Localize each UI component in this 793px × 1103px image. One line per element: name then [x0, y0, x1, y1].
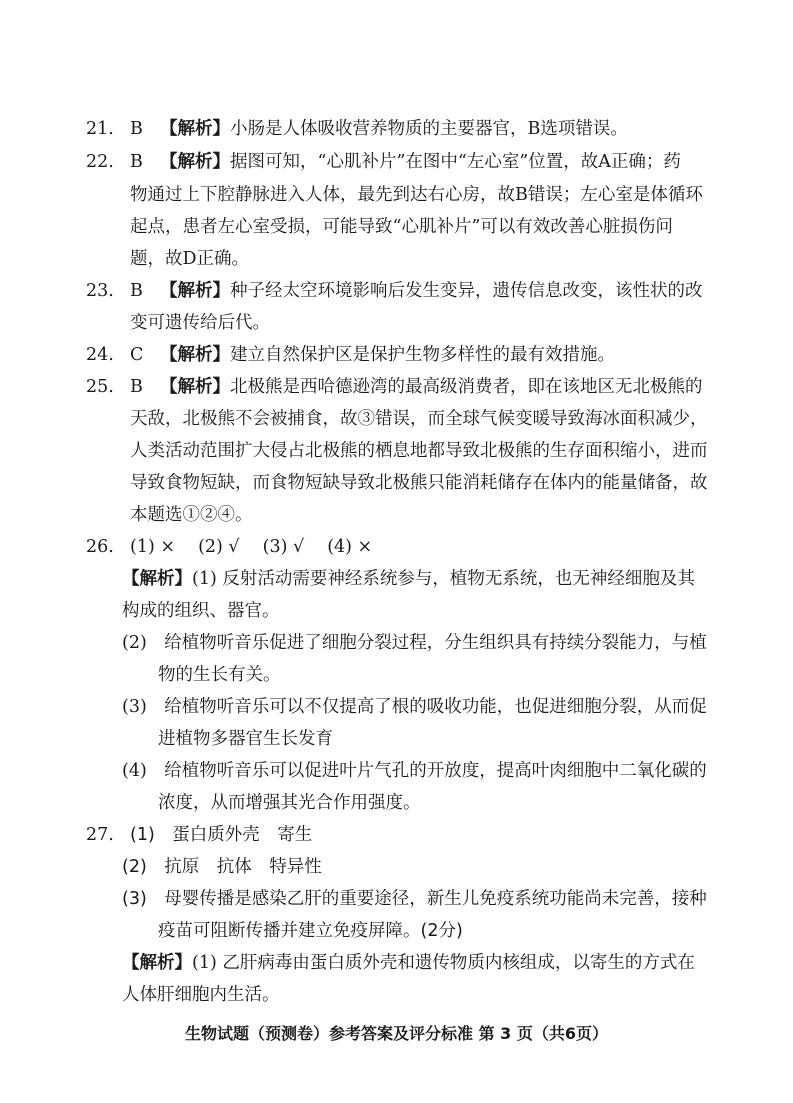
- q24-number: 24.: [86, 345, 114, 365]
- q26-p3-line-1: (3) 给植物听音乐可以不仅提高了根的吸收功能，也促进细胞分裂，从而促: [122, 697, 707, 717]
- q22-line-3: 起点，患者左心室受损，可能导致“心肌补片”可以有效改善心脏损伤问: [130, 217, 673, 237]
- q27-a2: (2) 抗原 抗体 特异性: [122, 857, 322, 877]
- q23-line-2: 变可遗传给后代。: [130, 313, 270, 333]
- q27-a3-line-2: 疫苗可阻断传播并建立免疫屏障。(2分): [158, 921, 463, 941]
- q25-number: 25.: [86, 377, 114, 397]
- q25-line-4: 导致食物短缺，而食物短缺导致北极熊只能消耗储存在体内的能量储备，故: [130, 473, 708, 493]
- q24-text: 建立自然保护区是保护生物多样性的最有效措施。: [230, 345, 615, 365]
- q24-line: [86, 343, 615, 367]
- q23-answer: B: [130, 281, 143, 301]
- q23-analysis-tag: 【解析】: [160, 281, 230, 301]
- q23-line-1: [86, 279, 703, 303]
- q27-a3-line-1: (3) 母婴传播是感染乙肝的重要途径，新生儿免疫系统功能尚未完善，接种: [122, 889, 707, 909]
- q22-text-1: 据图可知，“心肌补片”在图中“左心室”位置，故A正确；药: [230, 152, 681, 172]
- q22-answer: B: [130, 152, 143, 172]
- q22-analysis-tag: 【解析】: [160, 152, 230, 172]
- q27-number: 27.: [86, 825, 114, 845]
- q23-text-1: 种子经太空环境影响后发生变异，遗传信息改变，该性状的改: [230, 281, 703, 301]
- q24-answer: C: [130, 345, 144, 365]
- q26-p2-line-1: (2) 给植物听音乐促进了细胞分裂过程，分生组织具有持续分裂能力，与植: [122, 633, 707, 653]
- q21-number: 21.: [86, 119, 114, 139]
- q27-p1-line-2: 人体肝细胞内生活。: [122, 985, 280, 1005]
- q27-a1: (1) 蛋白质外壳 寄生: [130, 825, 313, 845]
- q27-analysis-line-1: [122, 951, 695, 975]
- q26-p1-text-1: (1) 反射活动需要神经系统参与，植物无系统，也无神经细胞及其: [192, 569, 695, 589]
- q25-analysis-tag: 【解析】: [160, 377, 230, 397]
- q26-analysis-line-1: [122, 567, 695, 591]
- q27-analysis-tag: 【解析】: [122, 953, 192, 973]
- q22-line-4: 题，故D正确。: [130, 249, 250, 269]
- q25-line-1: [86, 375, 703, 399]
- q22-line-2: 物通过上下腔静脉进入人体，最先到达右心房，故B错误；左心室是体循环: [130, 185, 703, 205]
- q21-analysis-tag: 【解析】: [160, 119, 230, 139]
- q26-answer-line: [86, 535, 372, 559]
- q22-number: 22.: [86, 152, 114, 172]
- q26-p4-line-1: (4) 给植物听音乐可以促进叶片气孔的开放度，提高叶肉细胞中二氧化碳的: [122, 761, 707, 781]
- q24-analysis-tag: 【解析】: [160, 345, 230, 365]
- q26-p4-line-2: 浓度，从而增强其光合作用强度。: [158, 793, 421, 813]
- q26-p3-line-2: 进植物多器官生长发育: [158, 729, 333, 749]
- page-footer: 生物试题（预测卷）参考答案及评分标准 第 3 页（共6页）: [185, 1024, 608, 1043]
- q25-line-3: 人类活动范围扩大侵占北极熊的栖息地都导致北极熊的生存面积缩小，进而: [130, 441, 708, 461]
- q26-answers: (1) × (2) √ (3) √ (4) ×: [130, 537, 373, 557]
- q22-line-1: [86, 150, 681, 174]
- q26-p2-line-2: 物的生长有关。: [158, 665, 281, 685]
- q25-line-5: 本题选①②④。: [130, 505, 253, 525]
- q27-line-1: [86, 823, 312, 847]
- q25-answer: B: [130, 377, 143, 397]
- q25-text-1: 北极熊是西哈德逊湾的最高级消费者，即在该地区无北极熊的: [230, 377, 703, 397]
- q27-p1-text-1: (1) 乙肝病毒由蛋白质外壳和遗传物质内核组成，以寄生的方式在: [192, 953, 695, 973]
- q21-answer: B: [130, 119, 143, 139]
- q23-number: 23.: [86, 281, 114, 301]
- q26-analysis-tag: 【解析】: [122, 569, 192, 589]
- q26-number: 26.: [86, 537, 114, 557]
- q21-text: 小肠是人体吸收营养物质的主要器官，B选项错误。: [230, 119, 628, 139]
- q26-p1-line-2: 构成的组织、器官。: [122, 601, 280, 621]
- q21-line: [86, 117, 628, 141]
- q25-line-2: 天敌，北极熊不会被捕食，故③错误，而全球气候变暖导致海冰面积减少，: [130, 409, 708, 429]
